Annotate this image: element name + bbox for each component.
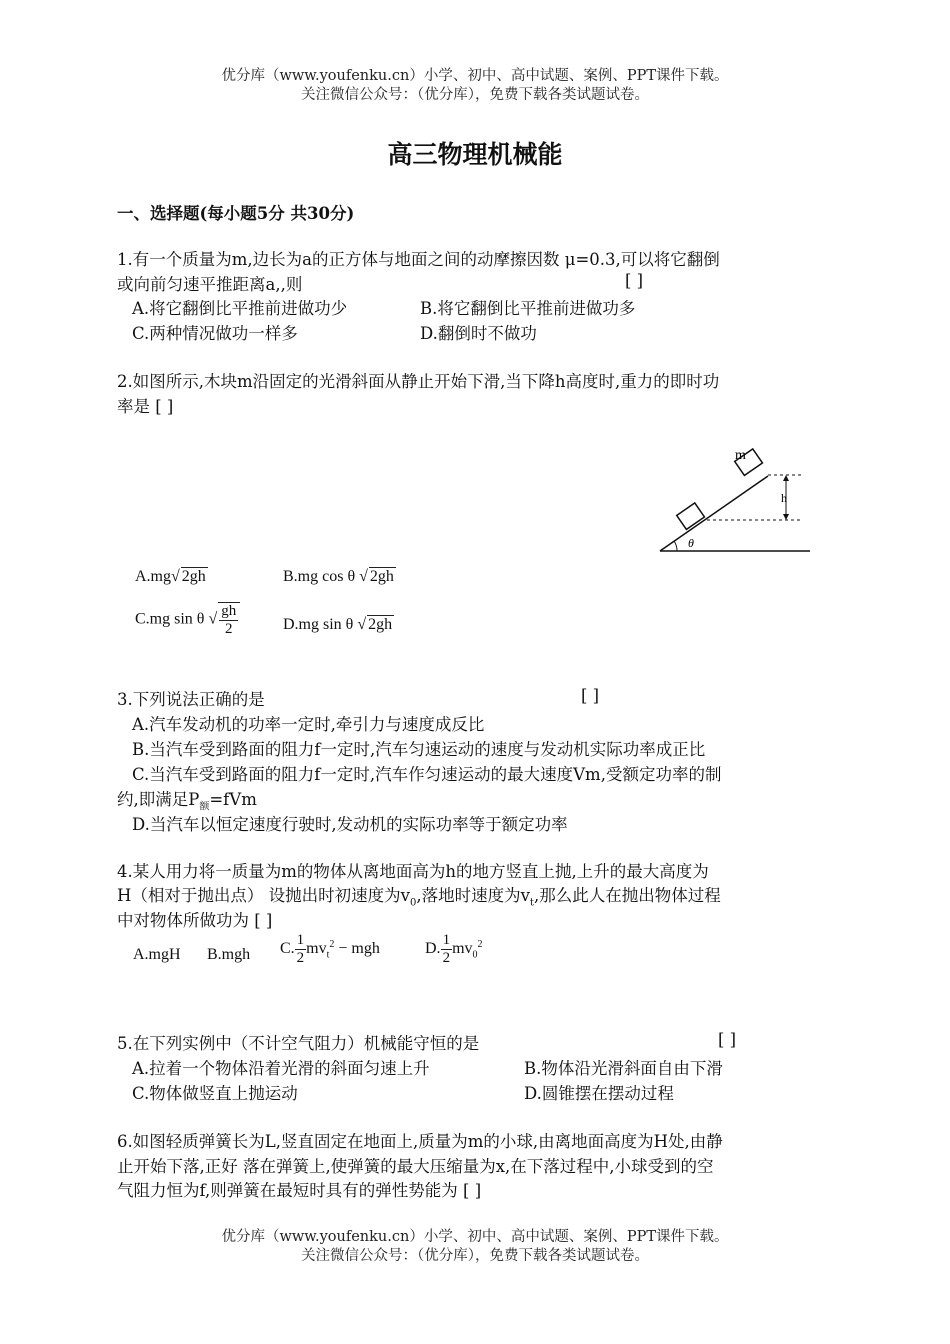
q1-option-a: A.将它翻倒比平推前进做功少 — [132, 299, 348, 318]
q4-c-sub: t — [326, 949, 330, 961]
q2-option-b: B.mg cos θ √ 2gh — [283, 568, 394, 585]
q4-c-numerator: 1 — [296, 932, 305, 948]
q6-stem-line-1: 6.如图轻质弹簧长为L,竖直固定在地面上,质量为m的小球,由离地面高度为H处,由静 — [117, 1132, 723, 1151]
incline-diagram — [650, 440, 820, 560]
q4-stem-line-2 — [117, 882, 721, 908]
q5-option-c: C.物体做竖直上抛运动 — [132, 1084, 298, 1103]
label-h: h — [781, 491, 787, 505]
q4-c-prefix: C. — [280, 940, 295, 958]
q2-option-b-radicand: 2gh — [369, 568, 394, 585]
q4-d-prefix: D. — [425, 940, 441, 958]
q5-option-a: A.拉着一个物体沿着光滑的斜面匀速上升 — [132, 1059, 430, 1078]
q2-option-a: A.mg√ 2gh — [135, 568, 206, 585]
label-m: m — [735, 448, 746, 463]
q4-c-denominator: 2 — [296, 950, 305, 966]
q4-option-d — [425, 932, 483, 967]
footer-line-1: 优分库（www.youfenku.cn）小学、初中、高中试题、案例、PPT课件下载。 — [221, 1229, 729, 1245]
q4-stem2-part-b: ,落地时速度为v — [416, 886, 530, 905]
q3-answer-bracket: [ ] — [581, 686, 600, 705]
q3-stem: 3.下列说法正确的是 — [117, 690, 265, 709]
q2-option-a-radicand: 2gh — [181, 568, 206, 585]
section-heading: 一、选择题(每小题5分 共30分) — [117, 204, 355, 223]
q4-stem2-part-c: ,那么此人在抛出物体过程 — [533, 886, 721, 905]
q2-option-c-denominator: 2 — [224, 621, 233, 637]
q2-option-a-prefix: A.mg — [135, 568, 171, 585]
q3-option-d: D.当汽车以恒定速度行驶时,发动机的实际功率等于额定功率 — [132, 815, 568, 834]
q4-stem2-sub-0: 0 — [409, 897, 417, 909]
q4-stem2-part-a: H（相对于抛出点） 设抛出时初速度为v — [117, 886, 410, 905]
q3-option-a: A.汽车发动机的功率一定时,牵引力与速度成反比 — [132, 715, 485, 734]
q2-option-d-radicand: 2gh — [368, 616, 393, 633]
q1-option-d: D.翻倒时不做功 — [420, 324, 537, 343]
q6-stem-line-3: 气阻力恒为f,则弹簧在最短时具有的弹性势能为 [ ] — [117, 1181, 482, 1200]
q3-option-b: B.当汽车受到路面的阻力f一定时,汽车匀速运动的速度与发动机实际功率成正比 — [132, 740, 706, 759]
angle-arc — [674, 541, 677, 551]
q5-stem: 5.在下列实例中（不计空气阻力）机械能守恒的是 — [117, 1034, 480, 1053]
q1-stem-line-2: 或向前匀速平推距离a,,则 — [117, 275, 303, 294]
header-line-2: 关注微信公众号：（优分库），免费下载各类试题试卷。 — [301, 87, 649, 103]
q2-option-d: D.mg sin θ √ 2gh — [283, 616, 393, 633]
q4-option-b: B.mgh — [207, 946, 251, 963]
q3-option-c-line-2 — [117, 786, 257, 812]
q3-option-c-line-1: C.当汽车受到路面的阻力f一定时,汽车作匀速运动的最大速度Vm,受额定功率的制 — [132, 765, 722, 784]
q4-d-sub: 0 — [472, 949, 478, 961]
q4-stem-line-1: 4.某人用力将一质量为m的物体从离地面高为h的地方竖直上抛,上升的最大高度为 — [117, 862, 709, 881]
q1-answer-bracket: [ ] — [625, 271, 644, 290]
q1-option-c: C.两种情况做功一样多 — [132, 324, 298, 343]
q2-option-c-prefix: C.mg sin θ — [135, 610, 205, 628]
footer-line-2: 关注微信公众号：（优分库），免费下载各类试题试卷。 — [301, 1248, 649, 1264]
q2-option-c: C.mg sin θ √ $\frac{gh}{2}$ — [135, 602, 240, 638]
height-arrow-head-down — [783, 514, 789, 520]
q5-option-b: B.物体沿光滑斜面自由下滑 — [524, 1059, 723, 1078]
q4-option-c — [280, 932, 380, 967]
q2-option-c-numerator: gh — [221, 603, 237, 619]
q3-c2-subscript: 额 — [199, 801, 210, 813]
q2-option-d-prefix: D.mg sin θ — [283, 616, 354, 633]
q4-d-numerator: 1 — [442, 932, 451, 948]
header-line-1: 优分库（www.youfenku.cn）小学、初中、高中试题、案例、PPT课件下载。 — [221, 68, 729, 84]
height-arrow-head-up — [783, 475, 789, 481]
q1-stem-line-1: 1.有一个质量为m,边长为a的正方体与地面之间的动摩擦因数 μ=0.3,可以将它翻倒 — [117, 250, 720, 269]
q6-stem-line-2: 止开始下落,正好 落在弹簧上,使弹簧的最大压缩量为x,在下落过程中,小球受到的空 — [117, 1157, 714, 1176]
q4-stem-line-3: 中对物体所做功为 [ ] — [117, 911, 273, 930]
q5-answer-bracket: [ ] — [718, 1030, 737, 1049]
page-title: 高三物理机械能 — [387, 140, 563, 169]
q2-stem-line-2: 率是 [ ] — [117, 397, 174, 416]
q4-stem2-sub-t: t — [529, 897, 534, 909]
q1-option-b: B.将它翻倒比平推前进做功多 — [420, 299, 636, 318]
block-bottom — [677, 503, 705, 530]
q4-d-mv: mv — [452, 940, 473, 958]
q5-option-d: D.圆锥摆在摆动过程 — [524, 1084, 674, 1103]
q2-stem-line-1: 2.如图所示,木块m沿固定的光滑斜面从静止开始下滑,当下降h高度时,重力的即时功 — [117, 372, 720, 391]
q3-c2-suffix: =fVm — [209, 790, 257, 809]
q3-c2-prefix: 约,即满足P — [117, 790, 200, 809]
q4-d-denominator: 2 — [442, 950, 451, 966]
q4-c-sup: 2 — [329, 938, 335, 950]
q4-d-sup: 2 — [477, 938, 483, 950]
q2-option-b-prefix: B.mg cos θ — [283, 568, 356, 585]
q4-c-rest: − mgh — [334, 940, 380, 958]
q4-c-mv: mv — [306, 940, 327, 958]
q4-option-a: A.mgH — [133, 946, 181, 963]
incline-surface — [660, 476, 768, 551]
label-theta: θ — [688, 536, 694, 550]
